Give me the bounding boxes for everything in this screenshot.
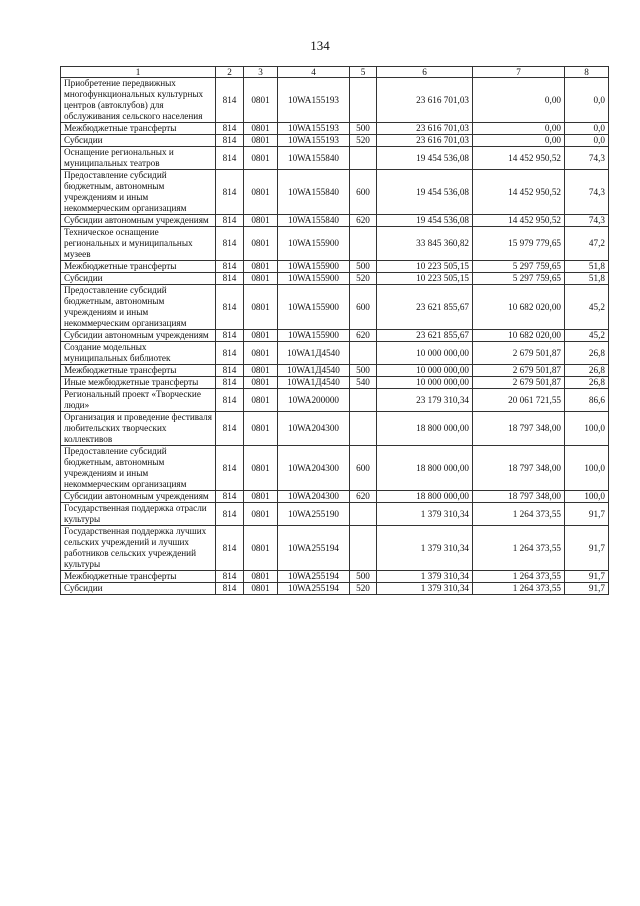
row-actual-amount: 5 297 759,65 (473, 261, 565, 273)
row-name: Государственная поддержка лучших сельских учреждений и лучших работников сельских учреждений культуры (61, 526, 216, 571)
row-planned-amount: 1 379 310,34 (377, 526, 473, 571)
row-section-code: 0801 (244, 261, 278, 273)
row-expense-type (350, 412, 377, 446)
row-target-code: 10WA1Д4540 (278, 342, 350, 365)
table-row (61, 503, 609, 526)
row-planned-amount: 1 379 310,34 (377, 503, 473, 526)
row-actual-amount: 1 264 373,55 (473, 526, 565, 571)
row-target-code: 10WA1Д4540 (278, 377, 350, 389)
row-percent: 0,0 (565, 78, 609, 123)
row-section-code: 0801 (244, 285, 278, 330)
table-row (61, 446, 609, 491)
row-target-code: 10WA1Д4540 (278, 365, 350, 377)
row-expense-type: 620 (350, 215, 377, 227)
row-actual-amount: 14 452 950,52 (473, 215, 565, 227)
table-row (61, 78, 609, 123)
row-percent: 74,3 (565, 170, 609, 215)
row-actual-amount: 14 452 950,52 (473, 147, 565, 170)
row-actual-amount: 18 797 348,00 (473, 446, 565, 491)
row-percent: 0,0 (565, 135, 609, 147)
header-col-5: 5 (350, 67, 377, 78)
header-col-8: 8 (565, 67, 609, 78)
row-planned-amount: 1 379 310,34 (377, 571, 473, 583)
row-expense-type (350, 503, 377, 526)
row-target-code: 10WA155900 (278, 273, 350, 285)
row-percent: 51,8 (565, 273, 609, 285)
row-actual-amount: 0,00 (473, 135, 565, 147)
row-target-code: 10WA204300 (278, 491, 350, 503)
row-actual-amount: 2 679 501,87 (473, 365, 565, 377)
row-section-code: 0801 (244, 571, 278, 583)
row-actual-amount: 1 264 373,55 (473, 571, 565, 583)
row-actual-amount: 20 061 721,55 (473, 389, 565, 412)
row-name: Организация и проведение фестиваля любительских творческих коллективов (61, 412, 216, 446)
row-percent: 74,3 (565, 215, 609, 227)
row-percent: 100,0 (565, 446, 609, 491)
row-planned-amount: 18 800 000,00 (377, 446, 473, 491)
row-planned-amount: 23 179 310,34 (377, 389, 473, 412)
row-actual-amount: 18 797 348,00 (473, 491, 565, 503)
row-ved-code: 814 (216, 342, 244, 365)
row-name: Иные межбюджетные трансферты (61, 377, 216, 389)
header-col-2: 2 (216, 67, 244, 78)
row-percent: 91,7 (565, 583, 609, 595)
row-target-code: 10WA255194 (278, 583, 350, 595)
row-name: Межбюджетные трансферты (61, 123, 216, 135)
row-ved-code: 814 (216, 571, 244, 583)
row-expense-type: 520 (350, 583, 377, 595)
header-col-7: 7 (473, 67, 565, 78)
row-ved-code: 814 (216, 365, 244, 377)
row-expense-type: 600 (350, 446, 377, 491)
row-expense-type (350, 342, 377, 365)
row-section-code: 0801 (244, 273, 278, 285)
row-name: Оснащение региональных и муниципальных театров (61, 147, 216, 170)
row-ved-code: 814 (216, 135, 244, 147)
row-name: Межбюджетные трансферты (61, 261, 216, 273)
row-percent: 47,2 (565, 227, 609, 261)
row-ved-code: 814 (216, 285, 244, 330)
row-expense-type: 500 (350, 365, 377, 377)
row-percent: 26,8 (565, 342, 609, 365)
row-target-code: 10WA155900 (278, 261, 350, 273)
row-target-code: 10WA200000 (278, 389, 350, 412)
header-row (61, 67, 609, 78)
row-ved-code: 814 (216, 389, 244, 412)
row-percent: 86,6 (565, 389, 609, 412)
row-section-code: 0801 (244, 78, 278, 123)
row-percent: 45,2 (565, 330, 609, 342)
row-planned-amount: 33 845 360,82 (377, 227, 473, 261)
row-planned-amount: 23 616 701,03 (377, 135, 473, 147)
header-col-1: 1 (61, 67, 216, 78)
row-section-code: 0801 (244, 330, 278, 342)
row-actual-amount: 5 297 759,65 (473, 273, 565, 285)
row-section-code: 0801 (244, 170, 278, 215)
row-name: Региональный проект «Творческие люди» (61, 389, 216, 412)
row-section-code: 0801 (244, 135, 278, 147)
row-expense-type: 600 (350, 285, 377, 330)
row-name: Государственная поддержка отрасли культуры (61, 503, 216, 526)
budget-table (60, 66, 609, 595)
row-planned-amount: 19 454 536,08 (377, 147, 473, 170)
row-expense-type: 620 (350, 491, 377, 503)
row-expense-type: 620 (350, 330, 377, 342)
row-actual-amount: 10 682 020,00 (473, 330, 565, 342)
row-planned-amount: 23 616 701,03 (377, 123, 473, 135)
table-header (61, 67, 609, 78)
row-percent: 91,7 (565, 503, 609, 526)
row-planned-amount: 19 454 536,08 (377, 215, 473, 227)
row-planned-amount: 18 800 000,00 (377, 412, 473, 446)
table-row (61, 227, 609, 261)
row-target-code: 10WA155193 (278, 78, 350, 123)
row-percent: 91,7 (565, 571, 609, 583)
row-name: Субсидии (61, 135, 216, 147)
row-expense-type (350, 78, 377, 123)
row-ved-code: 814 (216, 526, 244, 571)
row-ved-code: 814 (216, 227, 244, 261)
row-expense-type: 500 (350, 571, 377, 583)
row-section-code: 0801 (244, 503, 278, 526)
row-planned-amount: 1 379 310,34 (377, 583, 473, 595)
row-percent: 100,0 (565, 491, 609, 503)
table-row (61, 123, 609, 135)
row-expense-type: 500 (350, 123, 377, 135)
row-name: Создание модельных муниципальных библиотек (61, 342, 216, 365)
row-section-code: 0801 (244, 446, 278, 491)
row-actual-amount: 0,00 (473, 78, 565, 123)
row-actual-amount: 1 264 373,55 (473, 503, 565, 526)
row-ved-code: 814 (216, 273, 244, 285)
row-actual-amount: 15 979 779,65 (473, 227, 565, 261)
row-ved-code: 814 (216, 491, 244, 503)
row-section-code: 0801 (244, 412, 278, 446)
row-name: Межбюджетные трансферты (61, 571, 216, 583)
row-target-code: 10WA155193 (278, 135, 350, 147)
row-target-code: 10WA155900 (278, 227, 350, 261)
table-row (61, 412, 609, 446)
row-ved-code: 814 (216, 147, 244, 170)
row-percent: 0,0 (565, 123, 609, 135)
row-planned-amount: 19 454 536,08 (377, 170, 473, 215)
table-row (61, 583, 609, 595)
row-percent: 45,2 (565, 285, 609, 330)
row-section-code: 0801 (244, 215, 278, 227)
row-expense-type (350, 227, 377, 261)
row-name: Субсидии автономным учреждениям (61, 491, 216, 503)
row-actual-amount: 2 679 501,87 (473, 342, 565, 365)
row-target-code: 10WA155840 (278, 170, 350, 215)
row-expense-type (350, 389, 377, 412)
row-planned-amount: 23 621 855,67 (377, 330, 473, 342)
row-ved-code: 814 (216, 446, 244, 491)
row-section-code: 0801 (244, 526, 278, 571)
table-row (61, 261, 609, 273)
row-target-code: 10WA155193 (278, 123, 350, 135)
row-planned-amount: 10 000 000,00 (377, 365, 473, 377)
row-expense-type (350, 526, 377, 571)
row-planned-amount: 10 000 000,00 (377, 377, 473, 389)
row-actual-amount: 18 797 348,00 (473, 412, 565, 446)
row-target-code: 10WA155840 (278, 215, 350, 227)
row-name: Субсидии автономным учреждениям (61, 330, 216, 342)
row-ved-code: 814 (216, 330, 244, 342)
table-row (61, 377, 609, 389)
row-name: Межбюджетные трансферты (61, 365, 216, 377)
row-section-code: 0801 (244, 123, 278, 135)
row-planned-amount: 10 223 505,15 (377, 261, 473, 273)
row-section-code: 0801 (244, 365, 278, 377)
row-planned-amount: 10 000 000,00 (377, 342, 473, 365)
row-actual-amount: 1 264 373,55 (473, 583, 565, 595)
row-ved-code: 814 (216, 261, 244, 273)
row-ved-code: 814 (216, 78, 244, 123)
row-name: Предоставление субсидий бюджетным, автономным учреждениям и иным некоммерческим организациям (61, 446, 216, 491)
row-name: Техническое оснащение региональных и муниципальных музеев (61, 227, 216, 261)
table-row (61, 389, 609, 412)
row-ved-code: 814 (216, 170, 244, 215)
row-percent: 100,0 (565, 412, 609, 446)
table-row (61, 135, 609, 147)
row-planned-amount: 18 800 000,00 (377, 491, 473, 503)
row-expense-type (350, 147, 377, 170)
row-planned-amount: 23 621 855,67 (377, 285, 473, 330)
page-number: 134 (310, 38, 330, 53)
row-ved-code: 814 (216, 123, 244, 135)
table-row (61, 147, 609, 170)
row-ved-code: 814 (216, 377, 244, 389)
row-name: Субсидии автономным учреждениям (61, 215, 216, 227)
row-expense-type: 540 (350, 377, 377, 389)
row-planned-amount: 10 223 505,15 (377, 273, 473, 285)
row-name: Предоставление субсидий бюджетным, автономным учреждениям и иным некоммерческим организациям (61, 170, 216, 215)
row-target-code: 10WA155840 (278, 147, 350, 170)
row-section-code: 0801 (244, 491, 278, 503)
header-col-3: 3 (244, 67, 278, 78)
row-section-code: 0801 (244, 583, 278, 595)
table-row (61, 273, 609, 285)
row-planned-amount: 23 616 701,03 (377, 78, 473, 123)
table-row (61, 330, 609, 342)
table-row (61, 342, 609, 365)
table-body (61, 78, 609, 595)
row-target-code: 10WA204300 (278, 446, 350, 491)
table-row (61, 285, 609, 330)
table-row (61, 215, 609, 227)
header-col-6: 6 (377, 67, 473, 78)
table-row (61, 491, 609, 503)
row-percent: 74,3 (565, 147, 609, 170)
row-percent: 26,8 (565, 365, 609, 377)
header-col-4: 4 (278, 67, 350, 78)
row-section-code: 0801 (244, 227, 278, 261)
row-ved-code: 814 (216, 583, 244, 595)
row-section-code: 0801 (244, 377, 278, 389)
row-actual-amount: 2 679 501,87 (473, 377, 565, 389)
table-row (61, 526, 609, 571)
row-percent: 51,8 (565, 261, 609, 273)
row-expense-type: 600 (350, 170, 377, 215)
row-target-code: 10WA155900 (278, 330, 350, 342)
row-expense-type: 520 (350, 135, 377, 147)
table-row (61, 571, 609, 583)
row-expense-type: 500 (350, 261, 377, 273)
row-target-code: 10WA255194 (278, 571, 350, 583)
table-row (61, 365, 609, 377)
row-target-code: 10WA255194 (278, 526, 350, 571)
row-actual-amount: 10 682 020,00 (473, 285, 565, 330)
row-section-code: 0801 (244, 342, 278, 365)
row-section-code: 0801 (244, 389, 278, 412)
row-target-code: 10WA155900 (278, 285, 350, 330)
row-percent: 91,7 (565, 526, 609, 571)
row-name: Субсидии (61, 583, 216, 595)
row-target-code: 10WA255190 (278, 503, 350, 526)
row-name: Предоставление субсидий бюджетным, автономным учреждениям и иным некоммерческим организациям (61, 285, 216, 330)
row-expense-type: 520 (350, 273, 377, 285)
row-name: Приобретение передвижных многофункциональных культурных центров (автоклубов) для обслуживания сельского населения (61, 78, 216, 123)
row-section-code: 0801 (244, 147, 278, 170)
row-ved-code: 814 (216, 412, 244, 446)
row-ved-code: 814 (216, 215, 244, 227)
row-ved-code: 814 (216, 503, 244, 526)
row-percent: 26,8 (565, 377, 609, 389)
table-row (61, 170, 609, 215)
row-name: Субсидии (61, 273, 216, 285)
row-actual-amount: 14 452 950,52 (473, 170, 565, 215)
row-target-code: 10WA204300 (278, 412, 350, 446)
row-actual-amount: 0,00 (473, 123, 565, 135)
